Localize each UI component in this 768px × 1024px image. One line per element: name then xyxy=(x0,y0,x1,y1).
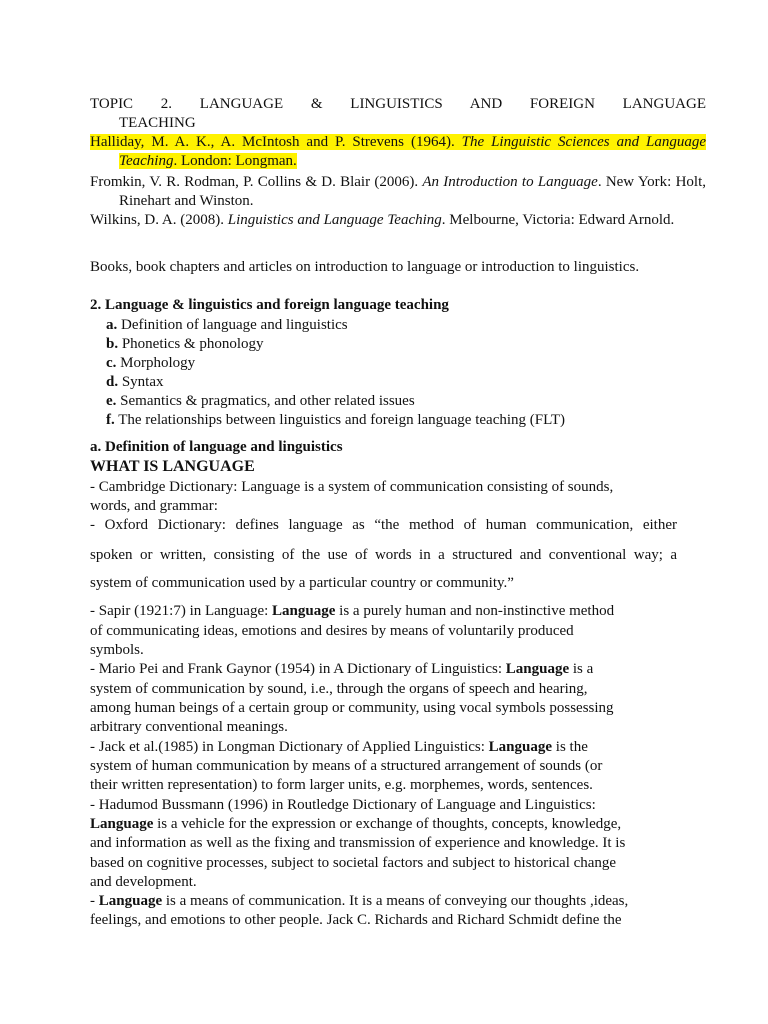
reference-halliday: Halliday, M. A. K., A. McIntosh and P. Strevens (1964). The Linguistic Sciences and Language Teaching. London: Longman. xyxy=(90,134,706,169)
oxford-line-1: - Oxford Dictionary: defines language as “the method of human communication, either xyxy=(90,517,677,533)
oxford-line-2: spoken or written, consisting of the use of words in a structured and conventional way; a xyxy=(90,547,677,563)
bussmann-line-1: - Hadumod Bussmann (1996) in Routledge Dictionary of Language and Linguistics: xyxy=(90,797,596,813)
pei-line-4: arbitrary conventional meanings. xyxy=(90,719,288,735)
section-heading: 2. Language & linguistics and foreign language teaching xyxy=(90,297,449,313)
sapir-line-3: symbols. xyxy=(90,642,144,658)
outline-item-e: e. Semantics & pragmatics, and other related issues xyxy=(106,393,415,409)
topic-heading-cont: TEACHING xyxy=(119,115,196,131)
means-line-2: feelings, and emotions to other people. Jack C. Richards and Richard Schmidt define the xyxy=(90,912,622,928)
pei-line-2: system of communication by sound, i.e., through the organs of speech and hearing, xyxy=(90,681,588,697)
bussmann-line-5: and development. xyxy=(90,874,197,890)
pei-line-3: among human beings of a certain group or community, using vocal symbols possessing xyxy=(90,700,614,716)
cambridge-line-1: - Cambridge Dictionary: Language is a system of communication consisting of sounds, xyxy=(90,479,614,495)
subsection-heading: a. Definition of language and linguistics xyxy=(90,439,343,455)
pei-line-1: - Mario Pei and Frank Gaynor (1954) in A Dictionary of Linguistics: Language is a xyxy=(90,661,594,677)
books-note: Books, book chapters and articles on introduction to language or introduction to linguistics. xyxy=(90,259,640,275)
oxford-line-3: system of communication used by a particular country or community.” xyxy=(90,575,514,591)
jack-line-1: - Jack et al.(1985) in Longman Dictionary of Applied Linguistics: Language is the xyxy=(90,739,588,755)
jack-line-3: their written representation) to form larger units, e.g. morphemes, words, sentences. xyxy=(90,777,593,793)
outline-item-b: b. Phonetics & phonology xyxy=(106,336,264,352)
reference-wilkins: Wilkins, D. A. (2008). Linguistics and Language Teaching. Melbourne, Victoria: Edward Arnold. xyxy=(90,212,675,228)
bussmann-line-2: Language is a vehicle for the expression or exchange of thoughts, concepts, knowledge, xyxy=(90,816,622,832)
outline-item-f: f. The relationships between linguistics and foreign language teaching (FLT) xyxy=(106,412,566,428)
bussmann-line-4: based on cognitive processes, subject to societal factors and subject to historical change xyxy=(90,855,617,871)
jack-line-2: system of human communication by means of a structured arrangement of sounds (or xyxy=(90,758,603,774)
sapir-line-2: of communicating ideas, emotions and desires by means of voluntarily produced xyxy=(90,623,574,639)
outline-item-d: d. Syntax xyxy=(106,374,164,390)
means-line-1: - Language is a means of communication. It is a means of conveying our thoughts ,ideas, xyxy=(90,893,629,909)
outline-item-c: c. Morphology xyxy=(106,355,196,371)
cambridge-line-2: words, and grammar: xyxy=(90,498,218,514)
sapir-line-1: - Sapir (1921:7) in Language: Language is a purely human and non-instinctive method xyxy=(90,603,615,619)
outline-item-a: a. Definition of language and linguistics xyxy=(106,317,348,333)
reference-fromkin: Fromkin, V. R. Rodman, P. Collins & D. Blair (2006). An Introduction to Language. New York: Holt, Rinehart and Winston. xyxy=(90,174,706,209)
what-is-language-heading: WHAT IS LANGUAGE xyxy=(90,458,255,475)
bussmann-line-3: and information as well as the fixing and transmission of experience and knowledge. It is xyxy=(90,835,626,851)
topic-heading: TOPIC 2. LANGUAGE & LINGUISTICS AND FOREIGN LANGUAGE xyxy=(90,96,706,112)
